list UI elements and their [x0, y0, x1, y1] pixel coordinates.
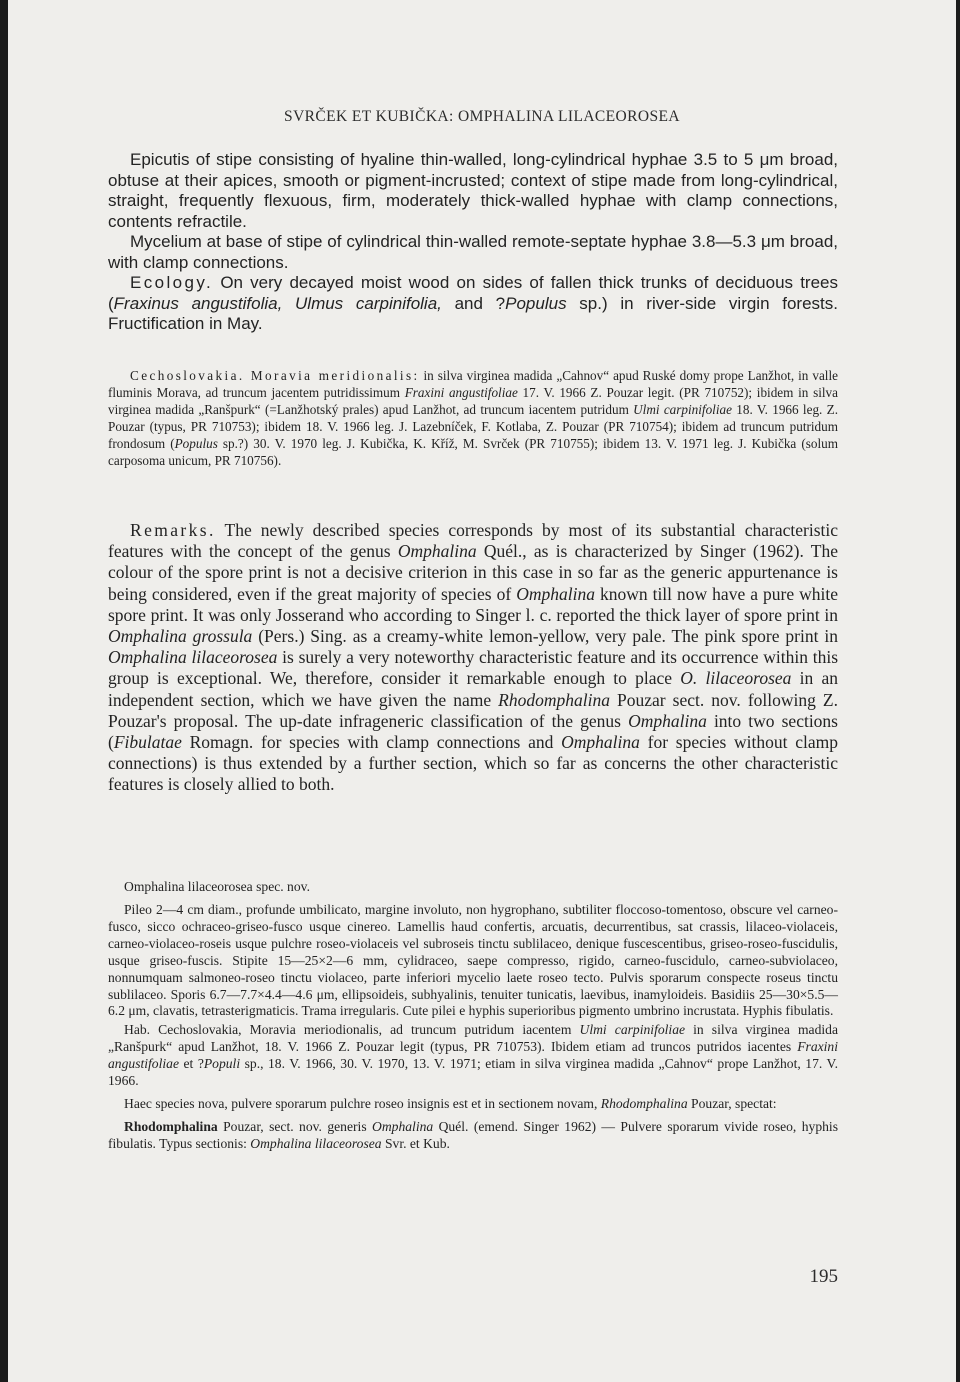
remarks-text: into two sections (	[108, 710, 838, 753]
remarks-text: Romagn. for species with clamp connections and	[181, 732, 562, 753]
rhodo-section-name: Rhodomphalina	[124, 1118, 218, 1134]
epicutis-paragraph: Epicutis of stipe consisting of hyaline thin-walled, long-cylindrical hyphae 3.5 to 5 μm broad, obtuse at their apices, smooth or pigment-incrusted; context of stipe made from long-cylindrical, straight, frequently flexuous, firm, moderately thick-walled hyphae with clamp connections, contents refractile.	[108, 150, 838, 231]
page	[8, 0, 956, 1382]
remarks-text: Quél., as is characterized by Singer (1962). The colour of the spore print is not a decisive criterion in this case in so far as the generic appurtenance is being considered, even if the great majority of species of	[108, 541, 838, 604]
ecology-text: and ?	[441, 293, 506, 313]
remarks-species: Omphalina grossula	[108, 626, 253, 647]
remarks-species: O. lilaceorosea	[680, 668, 792, 689]
ecology-species: Fraxinus angustifolia, Ulmus carpinifolia,	[113, 293, 442, 313]
hab-species: Populi	[203, 1056, 241, 1072]
specimens-text: 18. V. 1966 leg. Z. Pouzar (typus, PR 710753); ibidem 18. V. 1966 leg. J. Lazebníček, F. Kotlaba, Z. Pouzar (PR 710754); ibidem ad truncum putridum frondosum (	[108, 401, 838, 451]
specimens-species: Ulmi carpinifoliae	[633, 401, 732, 417]
haec-text: Haec species nova, pulvere sporarum pulchre roseo insignis est et in sectionem novam,	[124, 1095, 601, 1111]
remarks-genus: Omphalina	[516, 583, 595, 604]
page-number: 195	[809, 1266, 838, 1287]
specimens-text: 17. V. 1966 Z. Pouzar legit. (PR 710752); ibidem in silva virginea madida „Ranšpurk“ (=Lanžhotský prales) apud Lanžhot, ad truncum iacentem putridum	[108, 384, 838, 417]
remarks-section: Omphalina	[561, 732, 640, 753]
mycelium-paragraph: Mycelium at base of stipe of cylindrical thin-walled remote-septate hyphae 3.8—5.3 μm broad, with clamp connections.	[108, 232, 838, 272]
running-header: SVRČEK ET KUBIČKA: OMPHALINA LILACEOROSEA	[284, 108, 680, 125]
specimens-label: Cechoslovakia. Moravia meridionalis:	[130, 368, 420, 383]
remarks-text: in an independent section, which we have given the name	[108, 668, 838, 710]
hab-text: in silva virginea madida „Ranšpurk“ apud Lanžhot, 18. V. 1966 Z. Pouzar legit (typus, PR 710753). Ibidem etiam ad truncos putridos iacentes	[108, 1022, 838, 1055]
hab-species: Ulmi carpinifoliae	[579, 1022, 686, 1038]
remarks-label: Remarks.	[130, 520, 216, 540]
remarks-section: Fibulatae	[113, 732, 182, 753]
footer-block	[108, 0, 838, 1382]
rhodo-text: Svr. et Kub.	[381, 1135, 450, 1151]
latin-title: Omphalina lilaceorosea spec. nov.	[124, 879, 310, 894]
specimens-text: sp.?) 30. V. 1970 leg. J. Kubička, K. Kříž, M. Svrček (PR 710755); ibidem 13. V. 1971 leg. J. Kubička (solum carposoma unicum, PR 710756).	[108, 435, 838, 468]
rhodo-genus: Omphalina	[372, 1118, 434, 1134]
specimens-species: Populus	[174, 435, 218, 451]
haec-text: Pouzar, spectat:	[687, 1095, 777, 1111]
rhodo-species: Omphalina lilaceorosea	[250, 1135, 382, 1151]
remarks-text: is surely a very noteworthy characteristic feature and its occurrence within this group is exceptional. We, therefore, consider it remarkable enough to place	[108, 647, 839, 689]
haec-section: Rhodomphalina	[600, 1095, 688, 1111]
remarks-genus: Omphalina	[397, 541, 477, 562]
remarks-text: for species without clamp connections) is thus extended by a further section, which so far as concerns the other characteristic features is closely allied to both.	[108, 732, 838, 795]
ecology-text: sp.) in river-side virgin forests. Fructification in May.	[108, 293, 838, 333]
remarks-genus: Omphalina	[628, 710, 707, 731]
pileo-paragraph: Pileo 2—4 cm diam., profunde umbilicato, margine involuto, non hygrophano, subtiliter floccoso-tomentoso, obscure vel carneo-fusco, sicco ochraceo-griseo-fusco usque cinereo. Lamellis haud confertis, arcuatis, decurrentibus, sat crassis, lilaceo-violaceis, carneo-violaceo-roseis usque pulchre roseo-violaceis vel subroseis tinctu sublilaceo, denique fuscescentibus, griseo-roseo-fuscidulis, usque griseo-fuscis. Stipite 15—25×2—6 mm, cylidraceo, saepe compresso, rigido, carneo-fuscidulo, carneo-subviolaceo, nonnumquam salmoneo-roseo tinctu violaceo, parte inferiori mycelio laete roseo tecto. Pulvis sporarum conspecte roseus tinctu sublilaceo. Sporis 6.7—7.7×4.4—4.6 μm, ellipsoideis, subhyalinis, tenuiter tunicatis, laevibus, inamyloideis. Basidiis 25—30×5.5—6.2 μm, clavatis, tetrasterigmaticis. Trama irregularis. Cute pilei e hyphis superioribus pigmento umbrino incrustata. Hyphis fibulatis.	[108, 902, 838, 1019]
specimens-text: in silva virginea madida „Cahnov“ apud Ruské domy prope Lanžhot, in valle fluminis Morava, ad truncum jacentem putridissimum	[108, 368, 838, 400]
remarks-section: Rhodomphalina	[498, 689, 610, 710]
ecology-text: On very decayed moist wood on sides of fallen thick trunks of deciduous trees (	[108, 273, 838, 313]
ecology-label: Ecology.	[130, 273, 214, 292]
remarks-text: known till now have a pure white spore print. It was only Josserand who according to Singer l. c. reported the thick layer of spore print in	[108, 583, 838, 625]
specimens-species: Fraxini angustifoliae	[404, 384, 518, 400]
hab-text: sp., 18. V. 1966, 30. V. 1970, 13. V. 1971; etiam in silva virginea madida „Cahnov“ prope Lanžhot, 17. V. 1966.	[108, 1056, 838, 1089]
hab-species: Fraxini angustifoliae	[108, 1039, 838, 1072]
remarks-text: (Pers.) Sing. as a creamy-white lemon-yellow, very pale. The pink spore print in	[252, 626, 838, 647]
hab-text: Hab. Cechoslovakia, Moravia meriodionalis, ad truncum putridum iacentem	[124, 1022, 580, 1038]
remarks-species: Omphalina lilaceorosea	[108, 647, 278, 668]
rhodo-text: Quél. (emend. Singer 1962) — Pulvere sporarum vivide roseo, hyphis fibulatis. Typus sectionis:	[108, 1118, 838, 1151]
ecology-species: Populus	[505, 293, 567, 313]
remarks-text: Pouzar sect. nov. following Z. Pouzar's proposal. The up-date infrageneric classification of the genus	[108, 689, 838, 731]
hab-text: et ?	[179, 1056, 204, 1072]
remarks-text: The newly described species corresponds by most of its substantial characteristic features with the concept of the genus	[108, 520, 838, 562]
rhodo-text: Pouzar, sect. nov. generis	[217, 1118, 373, 1134]
